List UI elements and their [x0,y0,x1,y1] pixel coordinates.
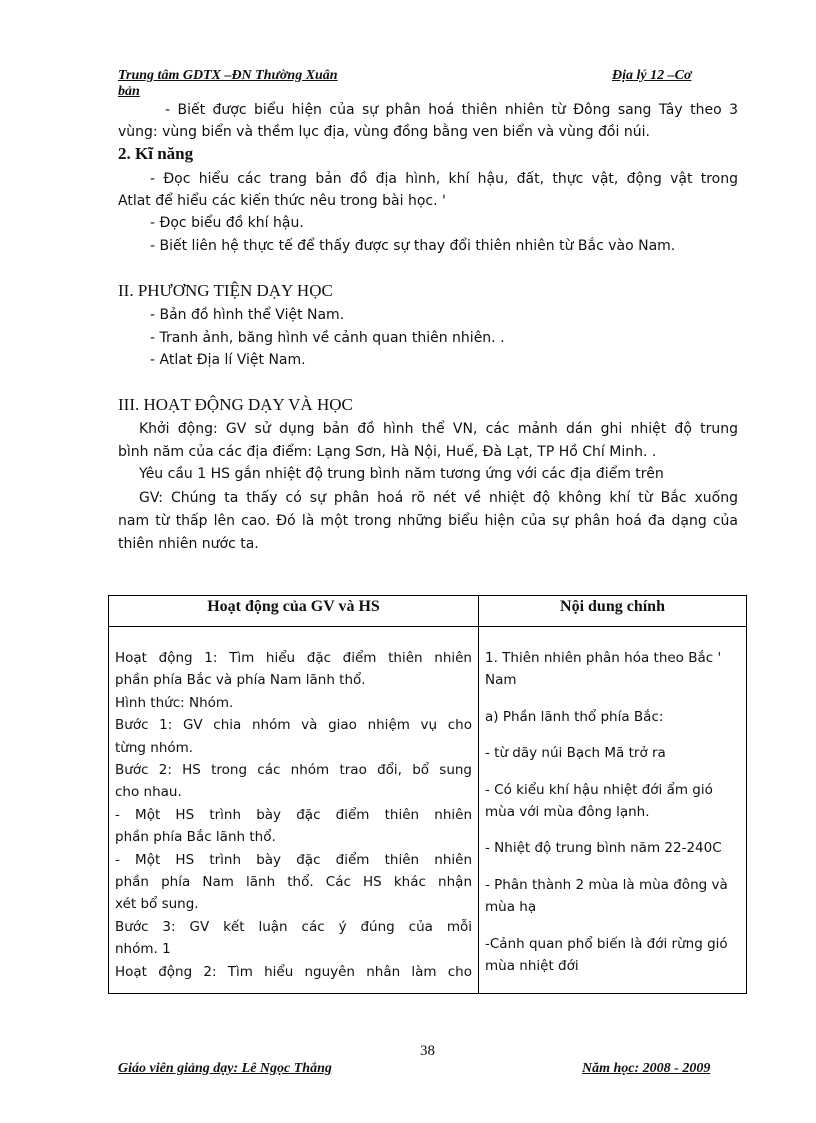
content-item: a) Phần lãnh thổ phía Bắc: [485,708,664,725]
activity-line: cho nhau. [115,784,182,801]
activities-line: nam từ thấp lên cao. Đó là một trong những biểu hiện của sự phân hoá đa dạng của [118,513,738,529]
footer-school-year: Năm học: 2008 - 2009 [582,1061,711,1076]
skills-line: - Đọc hiểu các trang bản đồ địa hình, khí hậu, đất, thực vật, động vật trong [150,171,738,187]
tools-heading: II. PHƯƠNG TIỆN DẠY HỌC [118,281,333,300]
page-number: 38 [420,1043,435,1059]
knowledge-line: - Biết được biểu hiện của sự phân hoá thiên nhiên từ Đông sang Tây theo 3 [165,102,738,118]
tools-item: - Tranh ảnh, băng hình về cảnh quan thiên nhiên. . [150,330,505,346]
skills-heading: 2. Kĩ năng [118,144,194,163]
activity-line: từng nhóm. [115,739,194,756]
activity-line: Hình thức: Nhóm. [115,694,234,711]
knowledge-line: vùng: vùng biển và thềm lục địa, vùng đồng bằng ven biển và vùng đồi núi. [118,124,650,140]
skills-line: - Đọc biểu đồ khí hậu. [150,215,304,231]
activity-line: Hoạt động 2: Tìm hiểu nguyên nhân làm cho [115,963,472,980]
content-item: 1. Thiên nhiên phân hóa theo Bắc ' Nam [485,650,722,689]
activity-line: xét bổ sung. [115,896,199,913]
activities-line: Yêu cầu 1 HS gắn nhiệt độ trung bình năm tương ứng với các địa điểm trên [139,466,664,482]
content-cell [479,627,747,994]
activity-line: - Một HS trình bày đặc điểm thiên nhiên [115,806,472,823]
activities-heading: III. HOẠT ĐỘNG DẠY VÀ HỌC [118,395,353,414]
activities-line: thiên nhiên nước ta. [118,536,259,552]
footer-teacher: Giáo viên giảng dạy: Lê Ngọc Thắng [118,1061,332,1076]
content-item: - Có kiểu khí hậu nhiệt đới ẩm gió mùa với mùa đông lạnh. [485,781,713,821]
activity-line: phần phía Nam lãnh thổ. Các HS khác nhận [115,874,472,891]
table-header-activities: Hoạt động của GV và HS [109,596,479,627]
activity-line: Hoạt động 1: Tìm hiểu đặc điểm thiên nhiên [115,650,472,666]
activity-table [108,595,747,994]
activity-line: - Một HS trình bày đặc điểm thiên nhiên [115,851,472,868]
activity-line: Bước 1: GV chia nhóm và giao nhiệm vụ cho [115,717,472,734]
content-item: - Nhiệt độ trung bình năm 22-240C [485,840,722,857]
header-right: Địa lý 12 –Cơ [612,68,692,83]
content-item: -Cảnh quan phổ biến là đới rừng gió mùa nhiệt đới [485,935,728,975]
header-left-wrap: bản [118,84,140,99]
activity-line: Bước 3: GV kết luận các ý đúng của mỗi [115,918,472,935]
activities-cell [109,627,479,994]
skills-line: - Biết liên hệ thực tế để thấy được sự thay đổi thiên nhiên từ Bắc vào Nam. [150,238,676,254]
tools-item: - Atlat Địa lí Việt Nam. [150,352,306,368]
header-left: Trung tâm GDTX –ĐN Thường Xuân [118,68,338,83]
activity-line: Bước 2: HS trong các nhóm trao đổi, bổ sung [115,762,472,779]
table-header-content: Nội dung chính [479,596,747,627]
activities-line: bình năm của các địa điểm: Lạng Sơn, Hà Nội, Huế, Đà Lạt, TP Hồ Chí Minh. . [118,444,657,460]
activity-line: phần phía Bắc lãnh thổ. [115,829,276,846]
activity-line: phần phía Bắc và phía Nam lãnh thổ. [115,672,366,689]
skills-line: Atlat để hiểu các kiến thức nêu trong bài học. ' [118,193,446,209]
content-item: - Phân thành 2 mùa là mùa đông và mùa hạ [485,876,728,916]
activities-line: Khởi động: GV sử dụng bản đồ hình thể VN, các mảnh dán ghi nhiệt độ trung [139,421,738,437]
content-item: - từ dãy núi Bạch Mã trở ra [485,745,666,762]
activities-line: GV: Chúng ta thấy có sự phân hoá rõ nét về nhiệt độ không khí từ Bắc xuống [139,490,738,506]
activity-line: nhóm. 1 [115,941,171,958]
tools-item: - Bản đồ hình thể Việt Nam. [150,307,345,323]
